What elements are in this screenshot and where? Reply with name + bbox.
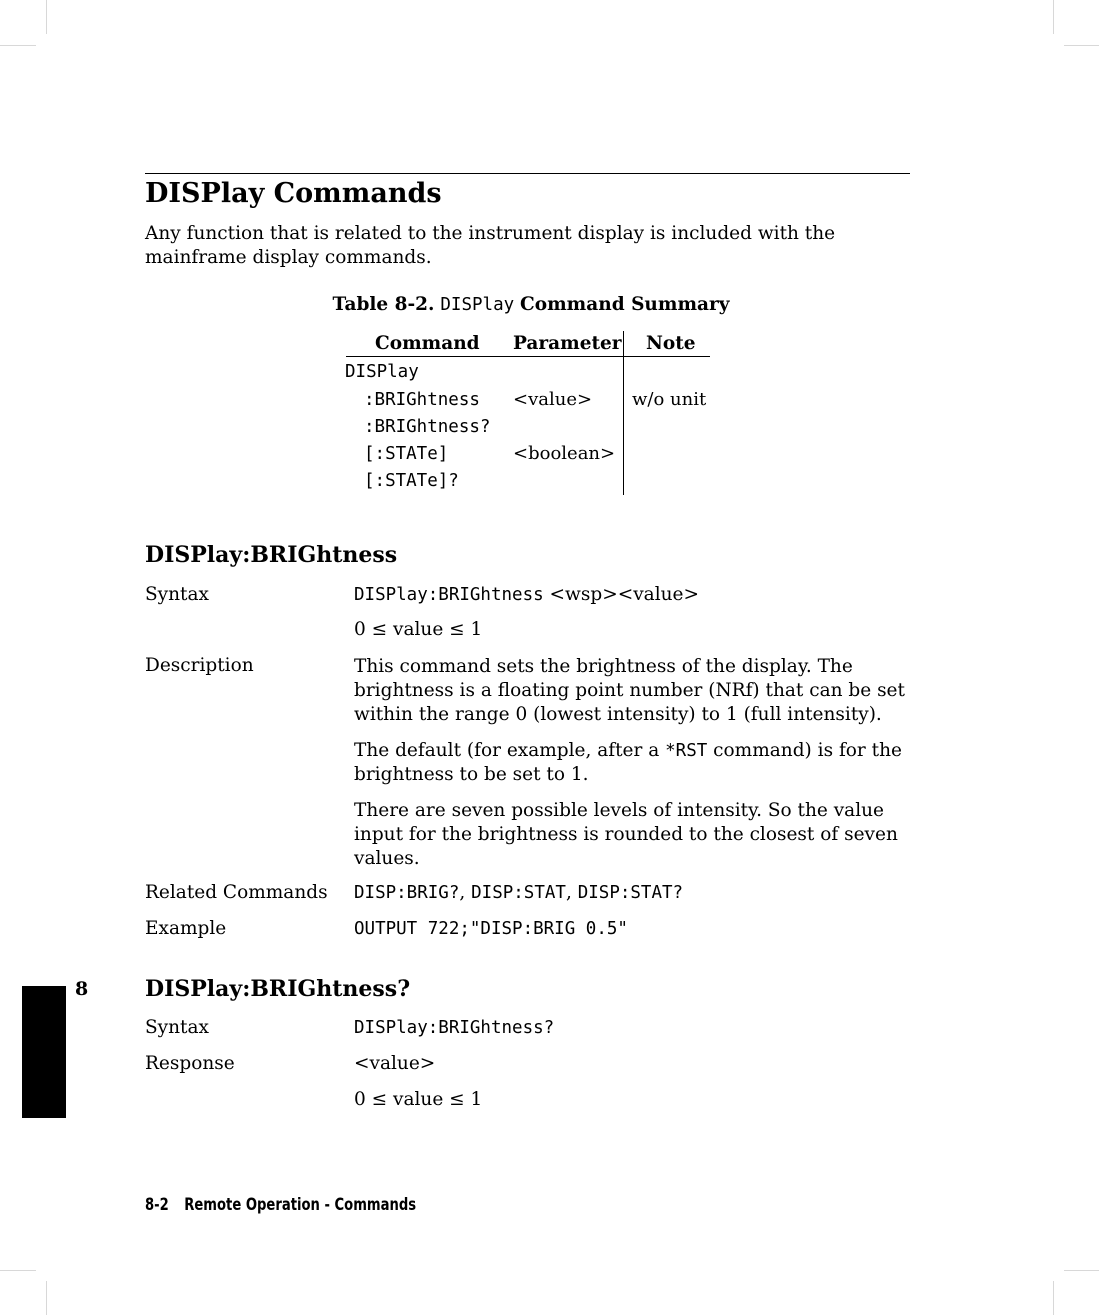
syntax-args: <wsp><value> — [543, 584, 699, 605]
syntax-code: DISPlay:BRIGhtness? — [354, 1018, 555, 1038]
value-range: 0 ≤ value ≤ 1 — [354, 619, 483, 640]
description-paragraph: This command sets the brightness of the display. The brightness is a floating point number (NRf) that can be set within the range 0 (lowest intensity) to 1 (full intensity). — [354, 656, 905, 725]
table-caption — [0, 294, 1062, 315]
table-cell-command: [:STATe]? — [364, 471, 459, 491]
description-paragraph: There are seven possible levels of intensity. So the value input for the brightness is rounded to the closest of seven values. — [354, 800, 898, 869]
crop-mark — [0, 1270, 36, 1271]
table-cell-command: :BRIGhtness? — [364, 417, 491, 437]
response-value: <value> — [354, 1053, 436, 1074]
table-header-parameter: Parameter — [513, 333, 622, 354]
crop-mark — [1064, 45, 1099, 46]
footer-title: Remote Operation - Commands — [184, 1195, 417, 1215]
page-number: 8-2 — [145, 1195, 169, 1215]
crop-mark — [46, 0, 47, 34]
related-commands-label: Related Commands — [145, 882, 328, 903]
section-title: DISPlay Commands — [145, 178, 442, 209]
rst-code: *RST — [665, 741, 708, 761]
related-command: DISP:STAT? — [577, 883, 684, 903]
related-command: DISP:BRIG? — [354, 883, 460, 903]
description-paragraph — [354, 739, 914, 787]
response-label: Response — [145, 1053, 235, 1074]
subsection-title: DISPlay:BRIGhtness — [145, 542, 398, 568]
syntax-value — [354, 584, 699, 605]
syntax-code: DISPlay:BRIGhtness — [354, 585, 544, 605]
crop-mark — [0, 45, 36, 46]
syntax-label: Syntax — [145, 1017, 209, 1038]
page-footer — [145, 1195, 416, 1215]
table-cell-note: w/o unit — [632, 389, 707, 410]
related-command: DISP:STAT — [471, 883, 566, 903]
table-cell-parameter: <boolean> — [513, 443, 616, 464]
section-rule — [145, 173, 910, 174]
crop-mark — [46, 1281, 47, 1315]
table-cell-command: [:STATe] — [364, 444, 449, 464]
section-intro: Any function that is related to the instrument display is included with the mainframe display commands. — [145, 223, 836, 268]
table-header-command: Command — [375, 333, 480, 354]
related-commands: DISP:BRIG?, DISP:STAT, DISP:STAT? — [354, 882, 684, 903]
chapter-tab — [22, 986, 66, 1118]
example-label: Example — [145, 918, 227, 939]
table-header-note: Note — [646, 333, 696, 354]
description-label: Description — [145, 655, 254, 676]
table-header-rule — [346, 356, 710, 357]
table-cell-command: DISPlay — [345, 362, 419, 382]
description-text: command) is for the brightness to be set to 1. — [354, 740, 902, 785]
table-caption-label: Table 8-2. — [332, 294, 435, 315]
crop-mark — [1053, 0, 1054, 34]
table-cell-command: :BRIGhtness — [364, 390, 480, 410]
syntax-label: Syntax — [145, 584, 209, 605]
table-cell-parameter: <value> — [513, 389, 593, 410]
chapter-number: 8 — [75, 978, 89, 1000]
value-range: 0 ≤ value ≤ 1 — [354, 1089, 483, 1110]
table-column-rule — [623, 331, 624, 495]
example-code: OUTPUT 722;"DISP:BRIG 0.5" — [354, 919, 628, 939]
description-text: The default (for example, after a — [354, 740, 666, 761]
crop-mark — [1064, 1270, 1099, 1271]
crop-mark — [1053, 1281, 1054, 1315]
table-caption-code: DISPlay — [440, 295, 515, 315]
table-caption-rest: Command Summary — [520, 294, 730, 315]
subsection-title: DISPlay:BRIGhtness? — [145, 976, 411, 1002]
